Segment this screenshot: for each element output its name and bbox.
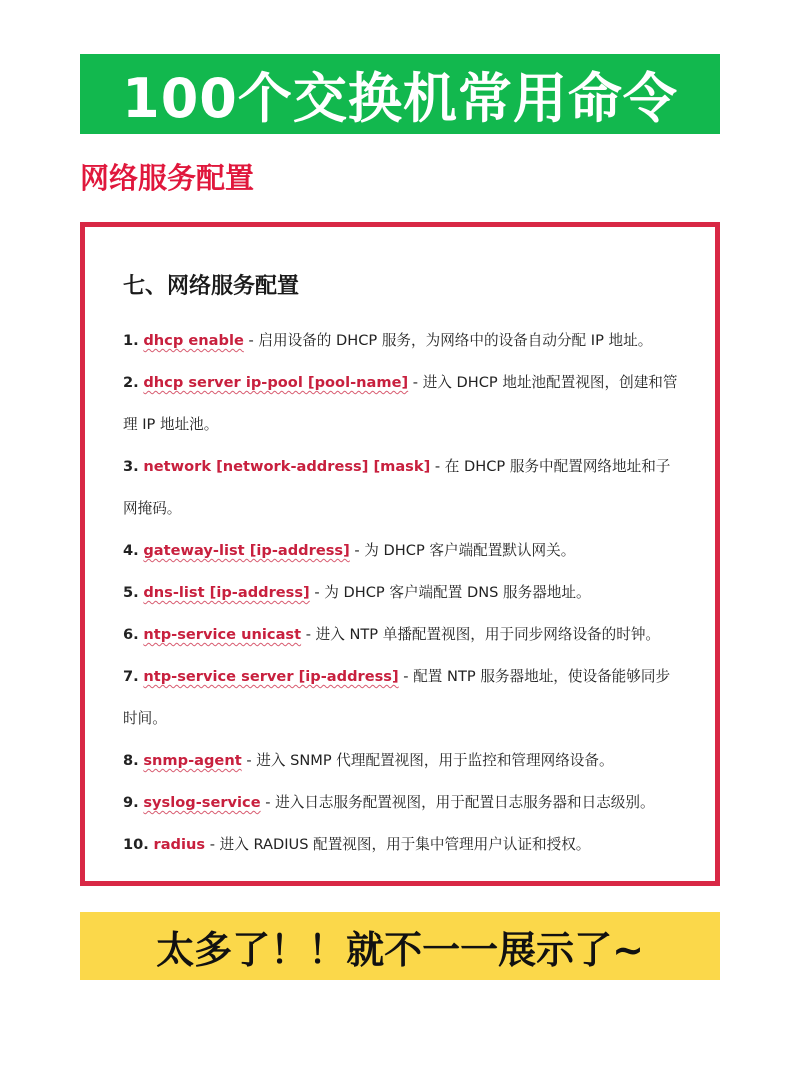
card-heading: 七、网络服务配置	[123, 274, 300, 299]
item-command: gateway-list [ip-address]	[143, 542, 350, 559]
content-card	[80, 222, 720, 886]
footer-text: 太多了！！就不一一展示了~	[156, 927, 644, 972]
banner-title: 100个交换机常用命令	[122, 66, 678, 130]
item-number: 10.	[123, 836, 149, 853]
item-description: - 进入 NTP 单播配置视图，用于同步网络设备的时钟。	[301, 626, 661, 643]
item-command: radius	[153, 836, 206, 853]
item-number: 8.	[123, 752, 139, 769]
list-item	[123, 740, 683, 782]
list-item	[123, 446, 683, 530]
item-command: network [network-address] [mask]	[143, 458, 431, 475]
list-item	[123, 530, 683, 572]
item-description: - 为 DHCP 客户端配置默认网关。	[349, 542, 576, 559]
list-item	[123, 782, 683, 824]
item-number: 3.	[123, 458, 139, 475]
item-command: syslog-service	[143, 794, 261, 811]
item-description: - 在 DHCP 服务中配置网络地址和子网掩码。	[123, 458, 671, 517]
item-number: 9.	[123, 794, 139, 811]
item-description: - 配置 NTP 服务器地址，使设备能够同步时间。	[123, 668, 671, 727]
item-description: - 进入 SNMP 代理配置视图，用于监控和管理网络设备。	[241, 752, 614, 769]
list-item	[123, 320, 683, 362]
item-description: - 进入 DHCP 地址池配置视图，创建和管理 IP 地址池。	[123, 374, 678, 433]
title-banner	[80, 54, 720, 134]
item-description: - 为 DHCP 客户端配置 DNS 服务器地址。	[309, 584, 591, 601]
list-item	[123, 824, 683, 866]
item-command: ntp-service server [ip-address]	[143, 668, 399, 685]
item-description: - 进入日志服务配置视图，用于配置日志服务器和日志级别。	[260, 794, 655, 811]
item-description: - 进入 RADIUS 配置视图，用于集中管理用户认证和授权。	[205, 836, 591, 853]
section-label: 网络服务配置	[80, 161, 255, 195]
item-command: dhcp enable	[143, 332, 244, 349]
item-command: dhcp server ip-pool [pool-name]	[143, 374, 409, 391]
item-number: 5.	[123, 584, 139, 601]
command-list	[123, 320, 683, 866]
footer-banner	[80, 912, 720, 980]
list-item	[123, 656, 683, 740]
item-number: 4.	[123, 542, 139, 559]
item-description: - 启用设备的 DHCP 服务，为网络中的设备自动分配 IP 地址。	[243, 332, 653, 349]
item-number: 7.	[123, 668, 139, 685]
item-command: dns-list [ip-address]	[143, 584, 310, 601]
list-item	[123, 614, 683, 656]
item-number: 2.	[123, 374, 139, 391]
item-number: 1.	[123, 332, 139, 349]
list-item	[123, 362, 683, 446]
item-number: 6.	[123, 626, 139, 643]
item-command: ntp-service unicast	[143, 626, 302, 643]
list-item	[123, 572, 683, 614]
item-command: snmp-agent	[143, 752, 242, 769]
